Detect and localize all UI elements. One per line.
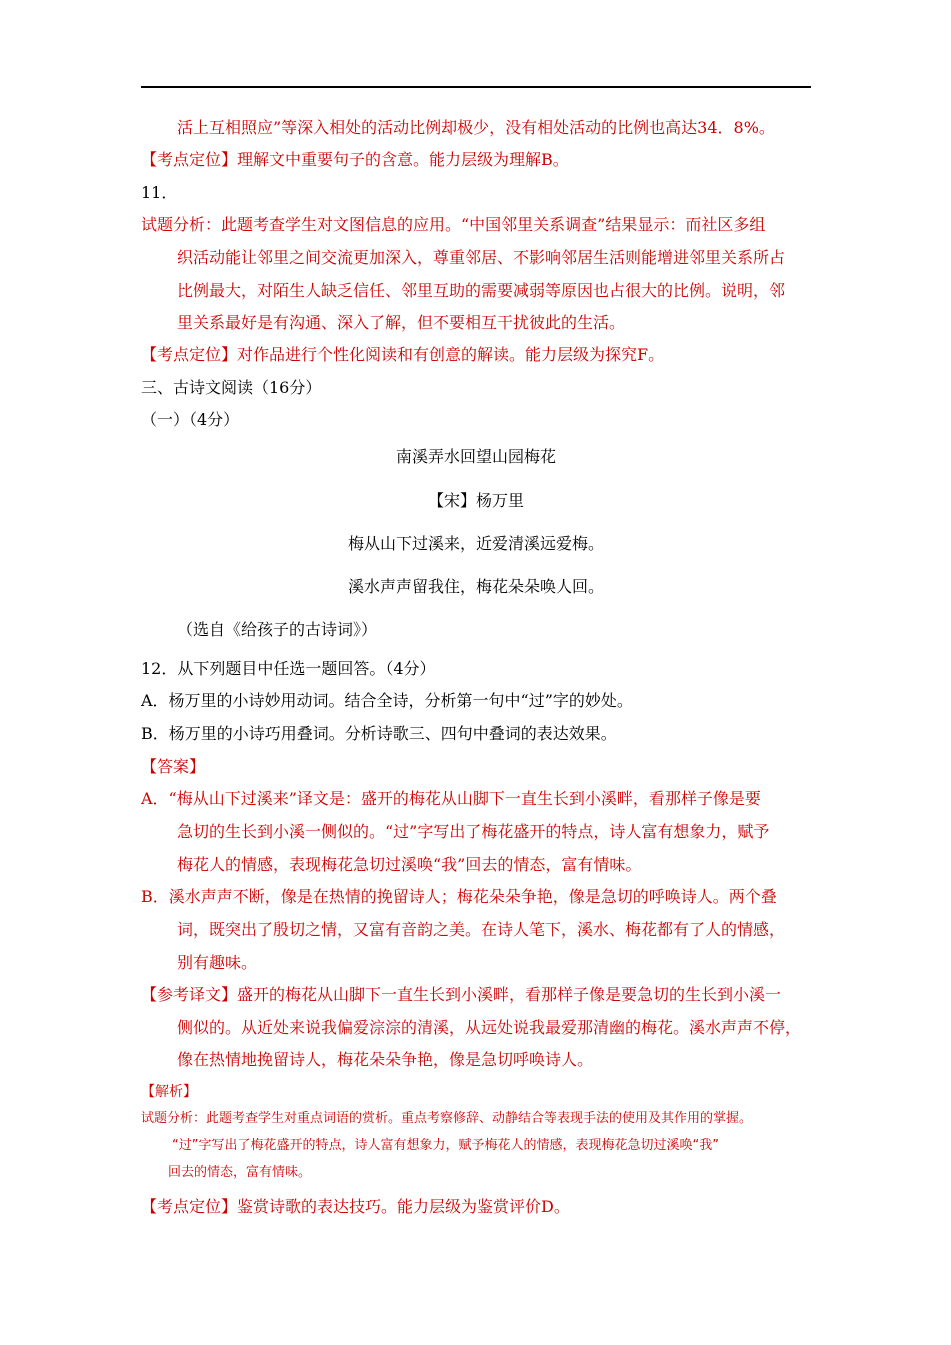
point-tag: 【考点定位】 — [141, 345, 238, 364]
poem-source: （选自《给孩子的古诗词》） — [177, 620, 378, 639]
point-tag: 【考点定位】 — [141, 150, 238, 169]
section-heading: 三、古诗文阅读（16分） — [141, 378, 322, 397]
point-text: 理解文中重要句子的含意。能力层级为理解B。 — [237, 150, 569, 169]
point-definition — [141, 150, 569, 170]
answer-line: A．“梅从山下过溪来”译文是：盛开的梅花从山脚下一直生长到小溪畔，看那样子像是要 — [141, 789, 761, 808]
option-a: A．杨万里的小诗妙用动词。结合全诗，分析第一句中“过”字的妙处。 — [141, 691, 633, 710]
option-b: B．杨万里的小诗巧用叠词。分析诗歌三、四句中叠词的表达效果。 — [141, 724, 617, 743]
answer-line: 梅花人的情感，表现梅花急切过溪唤“我”回去的情态，富有情味。 — [177, 855, 642, 874]
poem-title: 南溪弄水回望山园梅花 — [395, 447, 556, 466]
translation-line: 侧似的。从近处来说我偏爱淙淙的清溪，从远处说我最爱那清幽的梅花。溪水声声不停， — [177, 1018, 802, 1037]
subsection-heading: （一）（4分） — [141, 410, 240, 429]
analysis-line: 比例最大，对陌生人缺乏信任、邻里互助的需要减弱等原因也占很大的比例。说明，邻 — [177, 281, 786, 300]
point-text: 鉴赏诗歌的表达技巧。能力层级为鉴赏评价D。 — [237, 1197, 570, 1216]
analysis-tag: 【解析】 — [141, 1084, 197, 1100]
question-number: 11． — [141, 183, 178, 202]
point-definition — [141, 345, 664, 365]
poem-author: 【宋】杨万里 — [427, 491, 524, 510]
answer-line: 别有趣味。 — [177, 953, 258, 972]
translation-tag: 【参考译文】 — [141, 985, 238, 1004]
poem-line: 溪水声声留我住，梅花朵朵唤人回。 — [347, 577, 604, 596]
translation-text: 盛开的梅花从山脚下一直生长到小溪畔，看那样子像是要急切的生长到小溪一 — [237, 985, 782, 1004]
translation-line — [141, 985, 781, 1005]
question-prompt: 12．从下列题目中任选一题回答。（4分） — [141, 659, 436, 678]
translation-line: 像在热情地挽留诗人，梅花朵朵争艳，像是急切呼唤诗人。 — [177, 1050, 594, 1069]
answer-tag: 【答案】 — [141, 757, 206, 776]
analysis-line: 试题分析：此题考查学生对重点词语的赏析。重点考察修辞、动静结合等表现手法的使用及其作用的掌握。 — [141, 1111, 753, 1126]
answer-line: 急切的生长到小溪一侧似的。“过”字写出了梅花盛开的特点，诗人富有想象力，赋予 — [177, 822, 770, 841]
analysis-line: 试题分析：此题考查学生对文图信息的应用。“中国邻里关系调查”结果显示：而社区多组 — [141, 215, 766, 234]
analysis-line: “过”字写出了梅花盛开的特点，诗人富有想象力，赋予梅花人的情感，表现梅花急切过溪唤“我” — [172, 1138, 719, 1153]
analysis-line: 里关系最好是有沟通、深入了解，但不要相互干扰彼此的生活。 — [177, 313, 626, 332]
point-text: 对作品进行个性化阅读和有创意的解读。能力层级为探究F。 — [237, 345, 665, 364]
paragraph-line: 活上互相照应”等深入相处的活动比例却极少，没有相处活动的比例也高达34．8%。 — [177, 118, 775, 137]
poem-line: 梅从山下过溪来，近爱清溪远爱梅。 — [347, 534, 604, 553]
answer-line: B．溪水声声不断，像是在热情的挽留诗人；梅花朵朵争艳，像是急切的呼唤诗人。两个叠 — [141, 887, 777, 906]
point-definition — [141, 1197, 570, 1217]
analysis-line: 织活动能让邻里之间交流更加深入，尊重邻居、不影响邻居生活则能增进邻里关系所占 — [177, 248, 786, 267]
analysis-line: 回去的情态，富有情味。 — [168, 1165, 312, 1180]
point-tag: 【考点定位】 — [141, 1197, 238, 1216]
answer-line: 词，既突出了殷切之情，又富有音韵之美。在诗人笔下，溪水、梅花都有了人的情感， — [177, 920, 786, 939]
header-rule — [141, 86, 811, 88]
